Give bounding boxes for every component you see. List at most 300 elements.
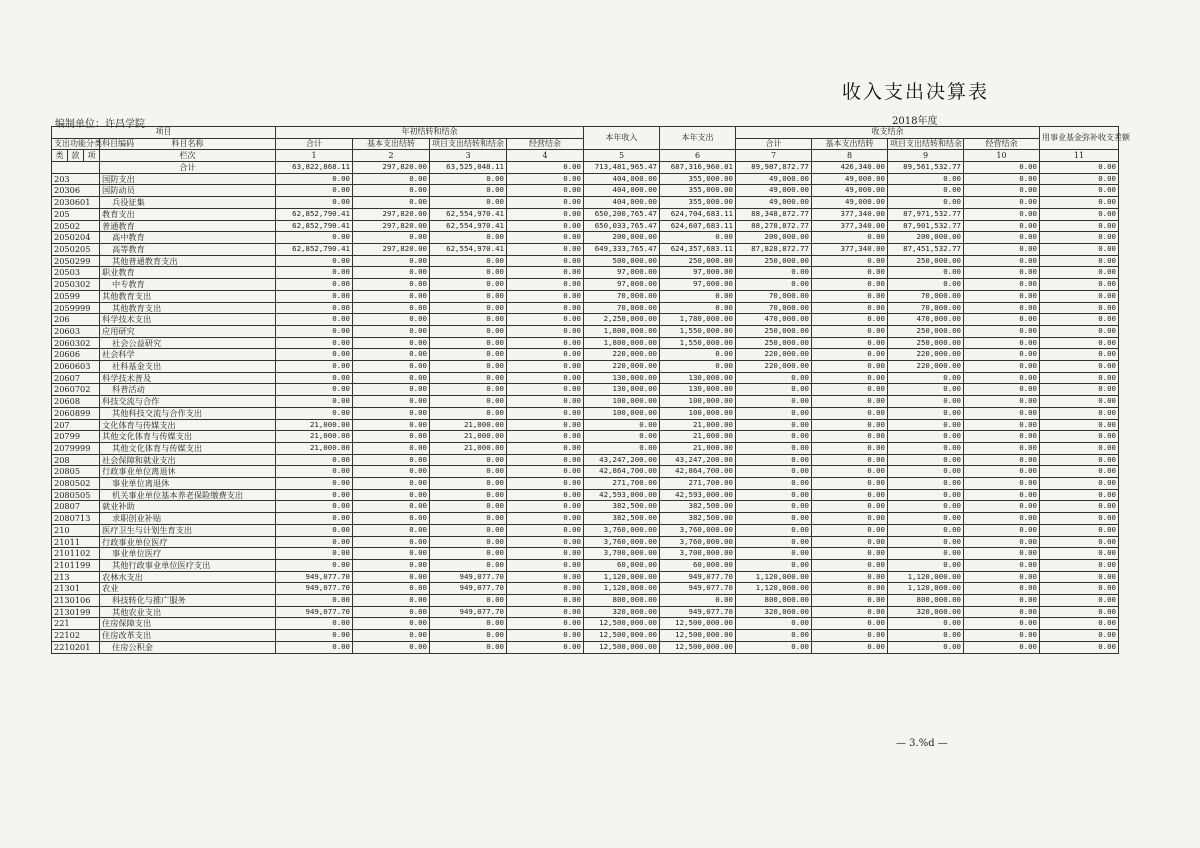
row-value: 382,500.00 — [584, 501, 660, 513]
row-value: 250,000.00 — [736, 325, 812, 337]
row-value: 0.00 — [812, 290, 888, 302]
row-value: 0.00 — [736, 524, 812, 536]
row-value: 0.00 — [276, 197, 353, 209]
row-value: 0.00 — [736, 442, 812, 454]
row-value: 0.00 — [964, 243, 1040, 255]
row-name: 科学技术普及 — [100, 372, 276, 384]
row-value: 0.00 — [276, 478, 353, 490]
row-value: 0.00 — [660, 302, 736, 314]
row-value: 0.00 — [507, 478, 584, 490]
row-value: 0.00 — [353, 536, 430, 548]
table-row — [52, 466, 1119, 478]
row-value: 62,852,790.41 — [276, 243, 353, 255]
row-value: 0.00 — [964, 618, 1040, 630]
row-value: 0.00 — [276, 349, 353, 361]
col-num: 7 — [736, 150, 812, 162]
row-value: 0.00 — [964, 361, 1040, 373]
row-value: 800,000.00 — [888, 595, 964, 607]
row-value: 0.00 — [507, 606, 584, 618]
row-value: 12,500,000.00 — [660, 641, 736, 653]
header-balance-total: 合计 — [736, 138, 812, 150]
row-value: 0.00 — [812, 314, 888, 326]
row-name: 就业补助 — [100, 501, 276, 513]
row-value: 0.00 — [1040, 454, 1119, 466]
row-name: 农林水支出 — [100, 571, 276, 583]
row-value: 0.00 — [1040, 618, 1119, 630]
row-value: 426,340.00 — [812, 162, 888, 174]
row-value: 0.00 — [507, 302, 584, 314]
row-value: 0.00 — [353, 454, 430, 466]
row-value: 21,000.00 — [276, 442, 353, 454]
row-value: 0.00 — [736, 630, 812, 642]
row-code: 20799 — [52, 431, 100, 443]
row-value: 0.00 — [430, 536, 507, 548]
row-value: 0.00 — [507, 255, 584, 267]
row-value: 949,077.70 — [430, 583, 507, 595]
col-num: 6 — [660, 150, 736, 162]
row-value: 0.00 — [964, 501, 1040, 513]
row-value: 0.00 — [812, 431, 888, 443]
row-value: 1,120,000.00 — [584, 583, 660, 595]
row-value: 0.00 — [430, 630, 507, 642]
row-value: 0.00 — [964, 454, 1040, 466]
col-num: 4 — [507, 150, 584, 162]
row-value: 0.00 — [964, 314, 1040, 326]
row-name: 社科基金支出 — [100, 361, 276, 373]
row-value: 0.00 — [888, 407, 964, 419]
row-value: 62,852,790.41 — [276, 220, 353, 232]
row-code: 2080502 — [52, 478, 100, 490]
table-row — [52, 454, 1119, 466]
row-value: 0.00 — [888, 618, 964, 630]
table-row — [52, 478, 1119, 490]
row-value: 0.00 — [736, 267, 812, 279]
header-balance-end: 收支结余 — [736, 127, 1040, 139]
row-value: 0.00 — [812, 559, 888, 571]
row-value: 0.00 — [812, 279, 888, 291]
table-row — [52, 571, 1119, 583]
row-value: 0.00 — [353, 337, 430, 349]
row-value: 0.00 — [1040, 583, 1119, 595]
row-value: 0.00 — [276, 548, 353, 560]
row-value: 0.00 — [964, 524, 1040, 536]
row-value: 355,000.00 — [660, 173, 736, 185]
row-value: 2,250,000.00 — [584, 314, 660, 326]
row-value: 0.00 — [353, 279, 430, 291]
row-value: 21,000.00 — [660, 431, 736, 443]
row-code: 203 — [52, 173, 100, 185]
row-name: 医疗卫生与计划生育支出 — [100, 524, 276, 536]
row-value: 0.00 — [964, 384, 1040, 396]
row-value: 0.00 — [888, 384, 964, 396]
header-lei: 类 — [52, 150, 68, 162]
row-value: 0.00 — [1040, 372, 1119, 384]
row-value: 1,550,000.00 — [660, 337, 736, 349]
row-value: 0.00 — [964, 419, 1040, 431]
row-value: 3,760,000.00 — [584, 536, 660, 548]
header-xiang: 项 — [84, 150, 100, 162]
row-value: 0.00 — [812, 641, 888, 653]
row-value: 650,033,765.47 — [584, 220, 660, 232]
row-value: 0.00 — [353, 396, 430, 408]
row-value: 0.00 — [353, 407, 430, 419]
row-code: 20608 — [52, 396, 100, 408]
row-value: 0.00 — [276, 185, 353, 197]
row-value: 624,607,683.11 — [660, 220, 736, 232]
row-value: 0.00 — [812, 618, 888, 630]
row-value: 0.00 — [660, 290, 736, 302]
row-name: 事业单位医疗 — [100, 548, 276, 560]
row-value: 0.00 — [964, 571, 1040, 583]
row-value: 0.00 — [888, 431, 964, 443]
row-value: 0.00 — [888, 396, 964, 408]
row-value: 0.00 — [353, 559, 430, 571]
row-value: 0.00 — [812, 419, 888, 431]
row-value: 0.00 — [1040, 220, 1119, 232]
row-name: 兵役征集 — [100, 197, 276, 209]
row-value: 650,200,765.47 — [584, 208, 660, 220]
row-value: 0.00 — [353, 290, 430, 302]
row-value: 0.00 — [1040, 524, 1119, 536]
row-value: 0.00 — [1040, 162, 1119, 174]
row-value: 0.00 — [812, 407, 888, 419]
row-value: 0.00 — [276, 255, 353, 267]
row-value: 0.00 — [1040, 501, 1119, 513]
row-value: 49,000.00 — [812, 197, 888, 209]
row-value: 649,333,765.47 — [584, 243, 660, 255]
row-value: 0.00 — [964, 279, 1040, 291]
row-name: 科技交流与合作 — [100, 396, 276, 408]
row-value: 0.00 — [353, 466, 430, 478]
row-value: 0.00 — [736, 466, 812, 478]
row-value: 0.00 — [430, 255, 507, 267]
row-code: 221 — [52, 618, 100, 630]
row-value: 0.00 — [888, 641, 964, 653]
row-value: 0.00 — [507, 641, 584, 653]
row-code: 21301 — [52, 583, 100, 595]
row-value: 0.00 — [430, 361, 507, 373]
row-name: 科学技术支出 — [100, 314, 276, 326]
row-value: 0.00 — [736, 501, 812, 513]
row-value: 21,000.00 — [276, 419, 353, 431]
row-value: 0.00 — [964, 173, 1040, 185]
row-value: 0.00 — [353, 478, 430, 490]
row-value: 297,820.00 — [353, 162, 430, 174]
row-value: 0.00 — [964, 630, 1040, 642]
row-value: 0.00 — [1040, 243, 1119, 255]
row-value: 0.00 — [353, 641, 430, 653]
row-value: 62,852,790.41 — [276, 208, 353, 220]
row-value: 0.00 — [584, 419, 660, 431]
row-name: 科普活动 — [100, 384, 276, 396]
row-value: 0.00 — [964, 255, 1040, 267]
row-value: 0.00 — [1040, 267, 1119, 279]
row-value: 0.00 — [1040, 349, 1119, 361]
row-value: 42,593,000.00 — [660, 489, 736, 501]
row-value: 0.00 — [430, 478, 507, 490]
row-name: 农业 — [100, 583, 276, 595]
row-value: 0.00 — [507, 407, 584, 419]
row-value: 0.00 — [964, 583, 1040, 595]
row-value: 0.00 — [430, 372, 507, 384]
row-name: 其他教育支出 — [100, 302, 276, 314]
row-value: 0.00 — [964, 431, 1040, 443]
row-value: 297,820.00 — [353, 243, 430, 255]
row-name: 住房保障支出 — [100, 618, 276, 630]
income-expense-table — [51, 126, 1130, 654]
row-value: 0.00 — [276, 173, 353, 185]
row-value: 0.00 — [888, 489, 964, 501]
row-value: 0.00 — [430, 501, 507, 513]
row-value: 949,077.70 — [276, 583, 353, 595]
row-value: 1,800,000.00 — [584, 337, 660, 349]
table-row — [52, 618, 1119, 630]
row-value: 355,000.00 — [660, 185, 736, 197]
row-value: 0.00 — [276, 314, 353, 326]
row-value: 0.00 — [812, 571, 888, 583]
row-value: 0.00 — [1040, 337, 1119, 349]
row-value: 70,000.00 — [584, 302, 660, 314]
row-value: 3,760,000.00 — [660, 524, 736, 536]
row-value: 0.00 — [964, 489, 1040, 501]
row-value: 0.00 — [507, 384, 584, 396]
row-value: 0.00 — [964, 325, 1040, 337]
row-value: 271,700.00 — [584, 478, 660, 490]
table-row — [52, 501, 1119, 513]
row-value: 0.00 — [812, 583, 888, 595]
row-value: 0.00 — [507, 232, 584, 244]
row-value: 377,340.00 — [812, 220, 888, 232]
row-value: 0.00 — [353, 571, 430, 583]
row-value: 0.00 — [888, 630, 964, 642]
col-num: 2 — [353, 150, 430, 162]
row-value: 97,000.00 — [660, 267, 736, 279]
table-row — [52, 524, 1119, 536]
row-value: 0.00 — [276, 536, 353, 548]
table-row — [52, 396, 1119, 408]
row-value: 0.00 — [430, 559, 507, 571]
row-value: 624,704,683.11 — [660, 208, 736, 220]
table-row — [52, 419, 1119, 431]
row-value: 0.00 — [507, 489, 584, 501]
row-value: 0.00 — [736, 559, 812, 571]
row-value: 49,000.00 — [736, 173, 812, 185]
row-value: 0.00 — [736, 454, 812, 466]
row-value: 63,822,868.11 — [276, 162, 353, 174]
row-value: 297,820.00 — [353, 220, 430, 232]
row-value: 0.00 — [507, 618, 584, 630]
row-value: 0.00 — [736, 396, 812, 408]
row-value: 0.00 — [964, 302, 1040, 314]
header-func-code: 支出功能分类科目编码 — [52, 138, 100, 150]
row-value: 0.00 — [964, 466, 1040, 478]
row-value: 0.00 — [430, 279, 507, 291]
row-value: 404,000.00 — [584, 185, 660, 197]
row-value: 130,000.00 — [660, 372, 736, 384]
row-value: 0.00 — [507, 571, 584, 583]
row-value: 0.00 — [812, 501, 888, 513]
table-row — [52, 513, 1119, 525]
row-value: 0.00 — [430, 185, 507, 197]
row-value: 0.00 — [353, 314, 430, 326]
col-num: 10 — [964, 150, 1040, 162]
row-value: 0.00 — [507, 595, 584, 607]
col-num: 1 — [276, 150, 353, 162]
row-value: 49,000.00 — [812, 185, 888, 197]
row-code: 2080505 — [52, 489, 100, 501]
row-value: 0.00 — [964, 641, 1040, 653]
row-value: 97,000.00 — [584, 279, 660, 291]
row-value: 0.00 — [276, 524, 353, 536]
row-value: 0.00 — [736, 536, 812, 548]
row-value: 1,780,000.00 — [660, 314, 736, 326]
row-code: 22102 — [52, 630, 100, 642]
row-code: 208 — [52, 454, 100, 466]
row-value: 100,000.00 — [660, 396, 736, 408]
row-value: 713,481,965.47 — [584, 162, 660, 174]
row-value: 0.00 — [430, 232, 507, 244]
row-value: 0.00 — [812, 442, 888, 454]
row-value: 0.00 — [888, 524, 964, 536]
row-code: 2050204 — [52, 232, 100, 244]
row-value: 0.00 — [507, 513, 584, 525]
row-value: 0.00 — [964, 559, 1040, 571]
row-value: 0.00 — [276, 267, 353, 279]
row-value: 0.00 — [812, 255, 888, 267]
table-row — [52, 384, 1119, 396]
row-value: 60,000.00 — [660, 559, 736, 571]
row-code: 2080713 — [52, 513, 100, 525]
header-fund-offset: 用事业基金弥补收支差额 — [1040, 127, 1119, 150]
row-value: 0.00 — [736, 372, 812, 384]
row-code: 21011 — [52, 536, 100, 548]
row-value: 470,000.00 — [888, 314, 964, 326]
row-value: 0.00 — [964, 513, 1040, 525]
row-value: 0.00 — [888, 372, 964, 384]
row-value: 62,554,970.41 — [430, 208, 507, 220]
row-value: 0.00 — [507, 431, 584, 443]
header-carry-basic: 基本支出结转 — [353, 138, 430, 150]
row-name: 中专教育 — [100, 279, 276, 291]
row-value: 12,500,000.00 — [660, 618, 736, 630]
table-row — [52, 302, 1119, 314]
row-code: 20606 — [52, 349, 100, 361]
row-value: 0.00 — [353, 513, 430, 525]
table-row — [52, 361, 1119, 373]
row-value: 0.00 — [430, 618, 507, 630]
table-row — [52, 606, 1119, 618]
row-value: 0.00 — [276, 232, 353, 244]
row-code: 20603 — [52, 325, 100, 337]
row-value: 0.00 — [964, 220, 1040, 232]
row-value: 1,120,000.00 — [736, 571, 812, 583]
row-value: 62,554,970.41 — [430, 220, 507, 232]
row-value: 0.00 — [430, 302, 507, 314]
row-code: 210 — [52, 524, 100, 536]
row-value: 382,500.00 — [584, 513, 660, 525]
row-value: 0.00 — [964, 548, 1040, 560]
row-value: 0.00 — [430, 595, 507, 607]
row-value: 0.00 — [430, 384, 507, 396]
row-value: 0.00 — [276, 466, 353, 478]
row-value: 0.00 — [353, 372, 430, 384]
row-value: 949,077.70 — [660, 583, 736, 595]
row-code: 2050302 — [52, 279, 100, 291]
row-value: 0.00 — [888, 548, 964, 560]
row-value: 0.00 — [507, 454, 584, 466]
row-value: 0.00 — [1040, 571, 1119, 583]
row-value: 800,000.00 — [584, 595, 660, 607]
row-value: 0.00 — [964, 442, 1040, 454]
row-code: 207 — [52, 419, 100, 431]
row-value: 0.00 — [507, 314, 584, 326]
header-balance-project: 项目支出结转和结余 — [888, 138, 964, 150]
row-value: 220,000.00 — [736, 349, 812, 361]
row-value: 0.00 — [964, 407, 1040, 419]
row-value: 0.00 — [1040, 173, 1119, 185]
row-value: 0.00 — [507, 630, 584, 642]
row-value: 21,000.00 — [276, 431, 353, 443]
header-balance-operating: 经营结余 — [964, 138, 1040, 150]
row-value: 0.00 — [736, 279, 812, 291]
row-value: 0.00 — [812, 325, 888, 337]
row-value: 0.00 — [276, 302, 353, 314]
row-value: 0.00 — [353, 630, 430, 642]
row-name: 社会科学 — [100, 349, 276, 361]
row-value: 0.00 — [276, 396, 353, 408]
row-code: 20599 — [52, 290, 100, 302]
row-value: 42,864,700.00 — [660, 466, 736, 478]
table-row — [52, 442, 1119, 454]
row-value: 0.00 — [430, 641, 507, 653]
table-row — [52, 337, 1119, 349]
row-value: 21,000.00 — [430, 442, 507, 454]
row-value: 0.00 — [964, 337, 1040, 349]
row-value: 0.00 — [888, 466, 964, 478]
row-value: 0.00 — [430, 173, 507, 185]
row-value: 0.00 — [507, 548, 584, 560]
row-value: 0.00 — [353, 524, 430, 536]
row-value: 130,000.00 — [584, 384, 660, 396]
row-value: 0.00 — [1040, 595, 1119, 607]
table-row — [52, 372, 1119, 384]
row-value: 500,000.00 — [584, 255, 660, 267]
row-value: 100,000.00 — [584, 407, 660, 419]
row-code: 2059999 — [52, 302, 100, 314]
col-num: 8 — [812, 150, 888, 162]
table-row — [52, 630, 1119, 642]
row-value: 0.00 — [812, 302, 888, 314]
row-value: 3,700,000.00 — [660, 548, 736, 560]
col-num: 11 — [1040, 150, 1119, 162]
row-value: 377,340.00 — [812, 243, 888, 255]
row-value: 1,120,000.00 — [584, 571, 660, 583]
row-value: 0.00 — [964, 349, 1040, 361]
row-value: 949,077.70 — [430, 571, 507, 583]
row-value: 0.00 — [507, 220, 584, 232]
row-value: 949,077.70 — [660, 606, 736, 618]
row-value: 382,500.00 — [660, 501, 736, 513]
row-value: 0.00 — [888, 185, 964, 197]
row-value: 43,247,200.00 — [660, 454, 736, 466]
row-value: 220,000.00 — [888, 349, 964, 361]
row-value: 0.00 — [276, 618, 353, 630]
row-value: 0.00 — [736, 489, 812, 501]
row-value: 949,077.70 — [430, 606, 507, 618]
row-value: 100,000.00 — [660, 407, 736, 419]
row-value: 0.00 — [812, 489, 888, 501]
row-value: 49,000.00 — [736, 185, 812, 197]
